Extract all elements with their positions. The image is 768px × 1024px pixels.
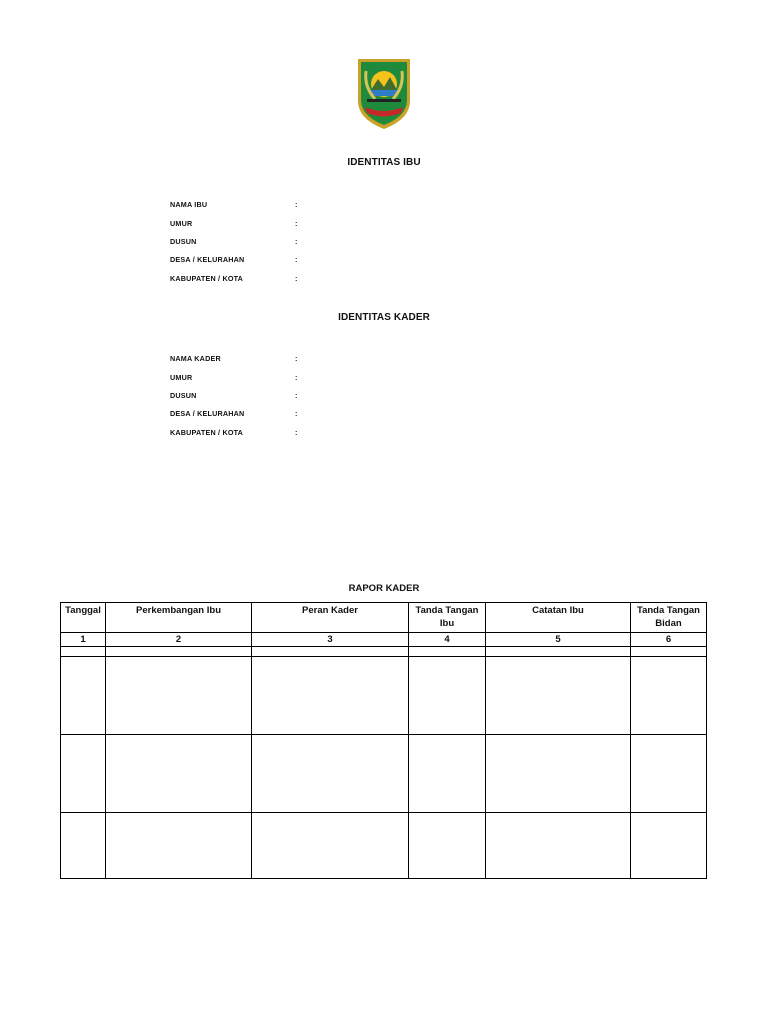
field-nama-ibu — [170, 200, 370, 212]
col-number: 4 — [409, 633, 486, 647]
table-cell[interactable] — [486, 647, 631, 657]
table-cell[interactable] — [106, 657, 252, 735]
identitas-kader-title: IDENTITAS KADER — [338, 312, 430, 323]
field-colon: : — [295, 373, 298, 382]
field-label: NAMA KADER — [170, 354, 221, 363]
field-dusun-kader — [170, 391, 370, 403]
rapor-kader-table — [60, 602, 707, 879]
col-number: 2 — [106, 633, 252, 647]
col-header-tanggal: Tanggal — [61, 603, 106, 633]
field-label: KABUPATEN / KOTA — [170, 428, 244, 437]
table-cell[interactable] — [409, 813, 486, 879]
table-cell[interactable] — [631, 647, 707, 657]
identitas-ibu-title: IDENTITAS IBU — [347, 157, 421, 168]
field-colon: : — [295, 200, 298, 209]
col-number: 6 — [631, 633, 707, 647]
table-cell[interactable] — [631, 657, 707, 735]
table-row — [61, 813, 707, 879]
field-colon: : — [295, 391, 298, 400]
col-number: 1 — [61, 633, 106, 647]
table-cell[interactable] — [61, 647, 106, 657]
col-header-peran-kader: Peran Kader — [252, 603, 409, 633]
field-umur-ibu — [170, 219, 370, 231]
field-label: DESA / KELURAHAN — [170, 409, 245, 418]
field-label: KABUPATEN / KOTA — [170, 274, 244, 283]
table-row — [61, 657, 707, 735]
table-cell[interactable] — [486, 735, 631, 813]
col-number: 5 — [486, 633, 631, 647]
table-row — [61, 735, 707, 813]
table-cell[interactable] — [486, 813, 631, 879]
table-cell[interactable] — [409, 647, 486, 657]
field-colon: : — [295, 354, 298, 363]
col-header-catatan-ibu: Catatan Ibu — [486, 603, 631, 633]
table-cell[interactable] — [106, 813, 252, 879]
field-colon: : — [295, 237, 298, 246]
field-label: DESA / KELURAHAN — [170, 255, 245, 264]
field-label: DUSUN — [170, 237, 197, 246]
field-desa-ibu — [170, 255, 370, 267]
table-header-row — [61, 603, 707, 633]
table-cell[interactable] — [106, 647, 252, 657]
table-cell[interactable] — [631, 735, 707, 813]
table-cell[interactable] — [106, 735, 252, 813]
table-cell[interactable] — [252, 813, 409, 879]
column-number-row — [61, 633, 707, 647]
table-cell[interactable] — [252, 735, 409, 813]
field-colon: : — [295, 255, 298, 264]
field-label: DUSUN — [170, 391, 197, 400]
col-number: 3 — [252, 633, 409, 647]
field-colon: : — [295, 428, 298, 437]
field-desa-kader — [170, 409, 370, 421]
field-umur-kader — [170, 373, 370, 385]
table-cell[interactable] — [61, 813, 106, 879]
rapor-kader-title: RAPOR KADER — [348, 583, 420, 594]
table-cell[interactable] — [61, 735, 106, 813]
table-cell[interactable] — [486, 657, 631, 735]
table-cell[interactable] — [252, 657, 409, 735]
field-label: UMUR — [170, 219, 193, 228]
field-colon: : — [295, 219, 298, 228]
field-label: NAMA IBU — [170, 200, 208, 209]
col-header-tanda-tangan-ibu: Tanda Tangan Ibu — [409, 603, 486, 633]
table-cell[interactable] — [252, 647, 409, 657]
field-label: UMUR — [170, 373, 193, 382]
field-colon: : — [295, 409, 298, 418]
col-header-perkembangan-ibu: Perkembangan Ibu — [106, 603, 252, 633]
field-colon: : — [295, 274, 298, 283]
col-header-tanda-tangan-bidan: Tanda Tangan Bidan — [631, 603, 707, 633]
regency-coat-of-arms-logo — [355, 57, 413, 131]
field-kabupaten-ibu — [170, 274, 370, 286]
table-row — [61, 647, 707, 657]
field-dusun-ibu — [170, 237, 370, 249]
table-cell[interactable] — [631, 813, 707, 879]
field-nama-kader — [170, 354, 370, 366]
table-cell[interactable] — [409, 657, 486, 735]
table-cell[interactable] — [409, 735, 486, 813]
table-cell[interactable] — [61, 657, 106, 735]
field-kabupaten-kader — [170, 428, 370, 440]
